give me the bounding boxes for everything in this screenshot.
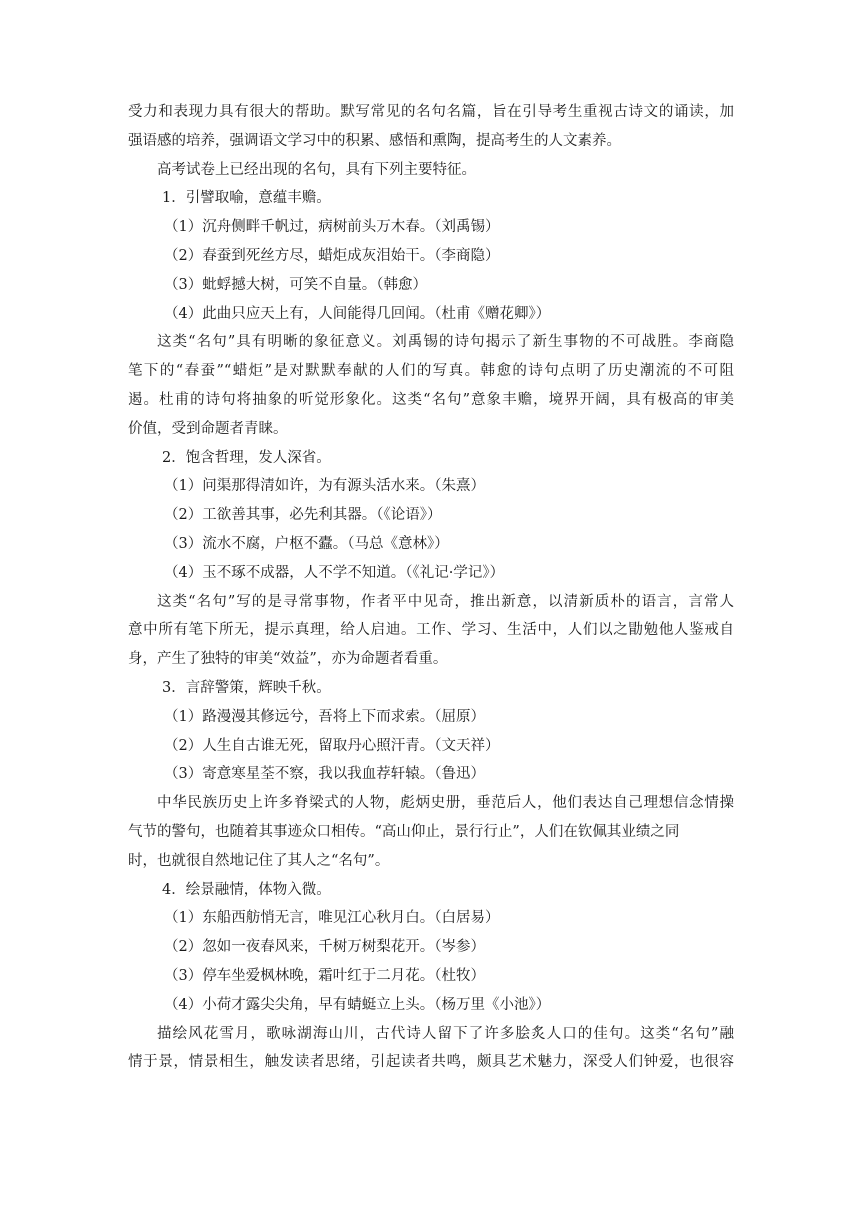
text-line: 这类“名句”具有明晰的象征意义。刘禹锡的诗句揭示了新生事物的不可战胜。李商隐 <box>157 334 734 351</box>
text-line: 气节的警句，也随着其事迹众口相传。“高山仰止，景行行止”，人们在钦佩其业绩之同 <box>128 823 680 840</box>
list-item: （4）此曲只应天上有，人间能得几回闻。（杜甫《赠花卿》） <box>164 305 551 322</box>
text-line: 情于景，情景相生，触发读者思绪，引起读者共鸣，颇具艺术魅力，深受人们钟爱，也很容 <box>128 1054 734 1071</box>
text-line: 描绘风花雪月，歌咏湖海山川，古代诗人留下了许多脍炙人口的佳句。这类“名句”融 <box>157 1025 734 1042</box>
text-line: 遏。杜甫的诗句将抽象的听觉形象化。这类“名句”意象丰赡，境界开阔，具有极高的审美 <box>128 391 734 408</box>
text-line: 时，也就很自然地记住了其人之“名句”。 <box>128 852 390 869</box>
list-item: （3）蚍蜉撼大树，可笑不自量。（韩愈） <box>164 276 427 293</box>
list-item: （2）人生自古谁无死，留取丹心照汗青。（文天祥） <box>164 737 500 754</box>
list-item: （2）工欲善其事，必先利其器。（《论语》） <box>164 507 442 524</box>
text-line: 价值，受到命题者青睐。 <box>128 420 288 437</box>
document-body <box>128 98 734 1077</box>
text-line: 笔下的“春蚕”“蜡炬”是对默默奉献的人们的写真。韩愈的诗句点明了历史潮流的不可阻 <box>128 363 734 380</box>
section-heading: 1．引譬取喻，意蕴丰赡。 <box>162 190 331 207</box>
text-line: 强语感的培养，强调语文学习中的积累、感悟和熏陶，提高考生的人文素养。 <box>128 132 621 149</box>
list-item: （4）小荷才露尖尖角，早有蜻蜓立上头。（杨万里《小池》） <box>164 996 551 1013</box>
list-item: （1）沉舟侧畔千帆过，病树前头万木春。（刘禹锡） <box>164 219 500 236</box>
list-item: （1）问渠那得清如许，为有源头活水来。（朱熹） <box>164 478 485 495</box>
list-item: （2）忽如一夜春风来，千树万树梨花开。（岑参） <box>164 939 485 956</box>
section-heading: 4．绘景融情，体物入微。 <box>162 881 331 898</box>
section-heading: 3．言辞警策，辉映千秋。 <box>162 679 331 696</box>
list-item: （4）玉不琢不成器，人不学不知道。（《礼记·学记》） <box>164 564 505 581</box>
list-item: （3）寄意寒星荃不察，我以我血荐轩辕。（鲁迅） <box>164 766 485 783</box>
text-line: 身，产生了独特的审美“效益”，亦为命题者看重。 <box>128 651 448 668</box>
section-heading: 2．饱含哲理，发人深省。 <box>162 449 331 466</box>
text-line: 这类“名句”写的是寻常事物，作者平中见奇，推出新意，以清新质朴的语言，言常人 <box>157 593 734 610</box>
text-line: 意中所有笔下所无，提示真理，给人启迪。工作、学习、生活中，人们以之勖勉他人鉴戒自 <box>128 622 734 639</box>
list-item: （1）东船西舫悄无言，唯见江心秋月白。（白居易） <box>164 910 500 927</box>
text-line: 受力和表现力具有很大的帮助。默写常见的名句名篇，旨在引导考生重视古诗文的诵读，加 <box>128 104 734 120</box>
text-line: 高考试卷上已经出现的名句，具有下列主要特征。 <box>157 161 476 178</box>
list-item: （2）春蚕到死丝方尽，蜡炬成灰泪始干。（李商隐） <box>164 247 500 264</box>
list-item: （3）流水不腐，户枢不蠹。（马总《意林》） <box>164 535 449 552</box>
text-line: 中华民族历史上许多脊梁式的人物，彪炳史册，垂范后人，他们表达自己理想信念情操 <box>157 795 734 812</box>
list-item: （1）路漫漫其修远兮，吾将上下而求索。（屈原） <box>164 708 485 725</box>
list-item: （3）停车坐爱枫林晚，霜叶红于二月花。（杜牧） <box>164 967 485 984</box>
